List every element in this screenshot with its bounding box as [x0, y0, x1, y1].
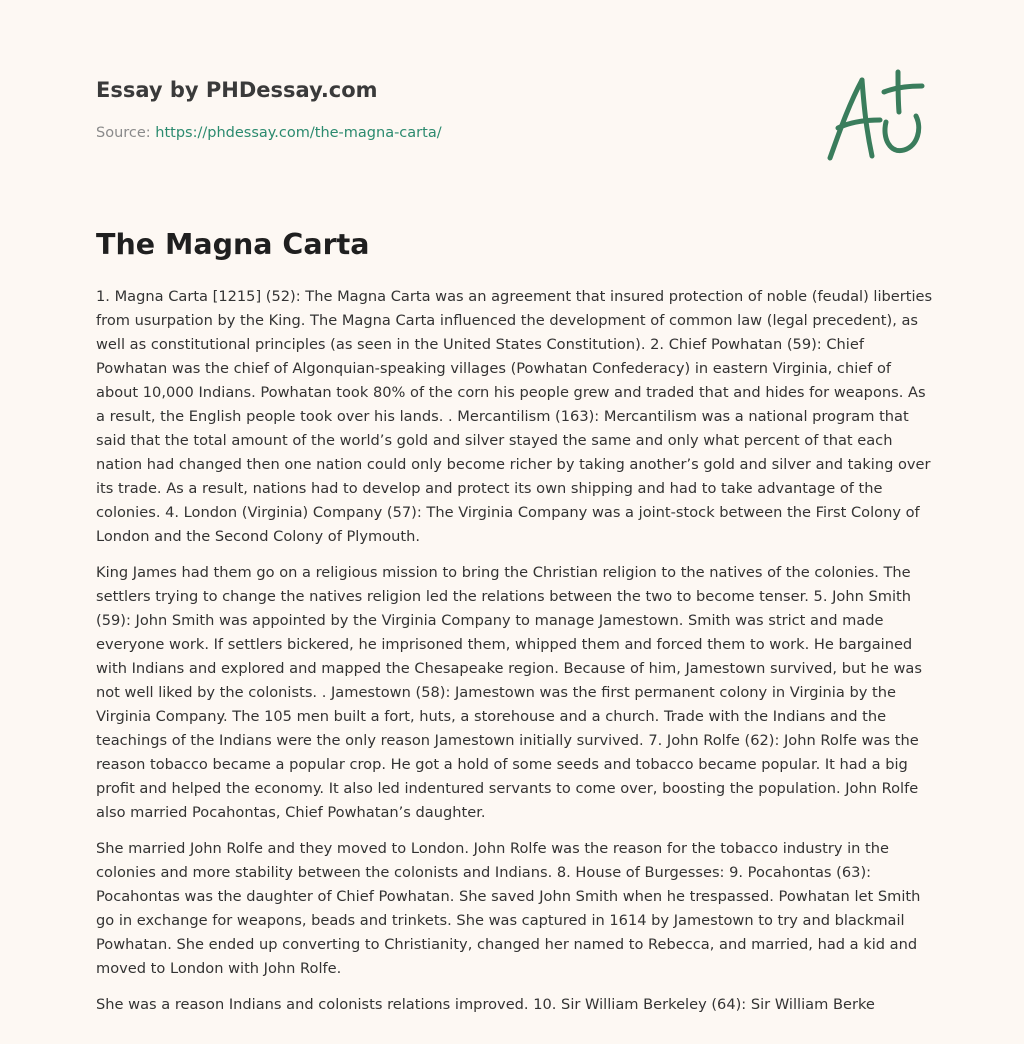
source-label: Source: — [96, 125, 156, 141]
source-line — [96, 124, 442, 142]
essay-paragraph: She was a reason Indians and colonists relations improved. 10. Sir William Berkeley (64): Sir William Berke — [96, 996, 875, 1013]
essay-paragraph: She married John Rolfe and they moved to London. John Rolfe was the reason for the tobacco industry in the colonies and more stability between the colonists and Indians. 8. House of Burgesses: 9. Pocahontas (63): Pocahontas was the daughter of Chief Powhatan. She saved John Smith when he trespassed. Powhatan let Smith go in exchange for weapons, beads and trinkets. She was captured in 1614 by Jamestown to try and blackmail Powhatan. She ended up converting to Christianity, changed her named to Rebecca, and married, had a kid and moved to London with John Rolfe. — [96, 840, 921, 977]
essay-paragraph: 1. Magna Carta [1215] (52): The Magna Carta was an agreement that insured protection of noble (feudal) liberties from usurpation by the King. The Magna Carta influenced the development of common law (legal precedent), as well as constitutional principles (as seen in the United States Constitution). 2. Chief Powhatan (59): Chief Powhatan was the chief of Algonquian-speaking villages (Powhatan Confederacy) in eastern Virginia, chief of about 10,000 Indians. Powhatan took 80% of the corn his people grew and traded that and hides for weapons. As a result, the English people took over his lands. . Mercantilism (163): Mercantilism was a national program that said that the total amount of the world’s gold and silver stayed the same and only what percent of that each nation had changed then one nation could only become richer by taking another’s gold and silver and taking over its trade. As a result, nations had to develop and protect its own shipping and had to take advantage of the colonies. 4. London (Virginia) Company (57): The Virginia Company was a joint-stock between the First Colony of London and the Second Colony of Plymouth. — [96, 288, 933, 545]
essay-paragraph: King James had them go on a religious mission to bring the Christian religion to the natives of the colonies. The settlers trying to change the natives religion led the relations between the two to become tenser. 5. John Smith (59): John Smith was appointed by the Virginia Company to manage Jamestown. Smith was strict and made everyone work. If settlers bickered, he imprisoned them, whipped them and forced them to work. He bargained with Indians and explored and mapped the Chesapeake region. Because of him, Jamestown survived, but he was not well liked by the colonists. . Jamestown (58): Jamestown was the first permanent colony in Virginia by the Virginia Company. The 105 men built a fort, huts, a storehouse and a church. Trade with the Indians and the teachings of the Indians were the only reason Jamestown initially survived. 7. John Rolfe (62): John Rolfe was the reason tobacco became a popular crop. He got a hold of some seeds and tobacco became popular. It had a big profit and helped the economy. It also led indentured servants to come over, boosting the population. John Rolfe also married Pocahontas, Chief Powhatan’s daughter. — [96, 564, 922, 821]
essay-title: The Magna Carta — [96, 228, 370, 261]
site-title: Essay by PHDessay.com — [96, 78, 378, 102]
essay-body — [96, 285, 936, 1029]
source-link[interactable]: https://phdessay.com/the-magna-carta/ — [155, 125, 442, 141]
a-plus-logo-icon — [820, 66, 930, 166]
